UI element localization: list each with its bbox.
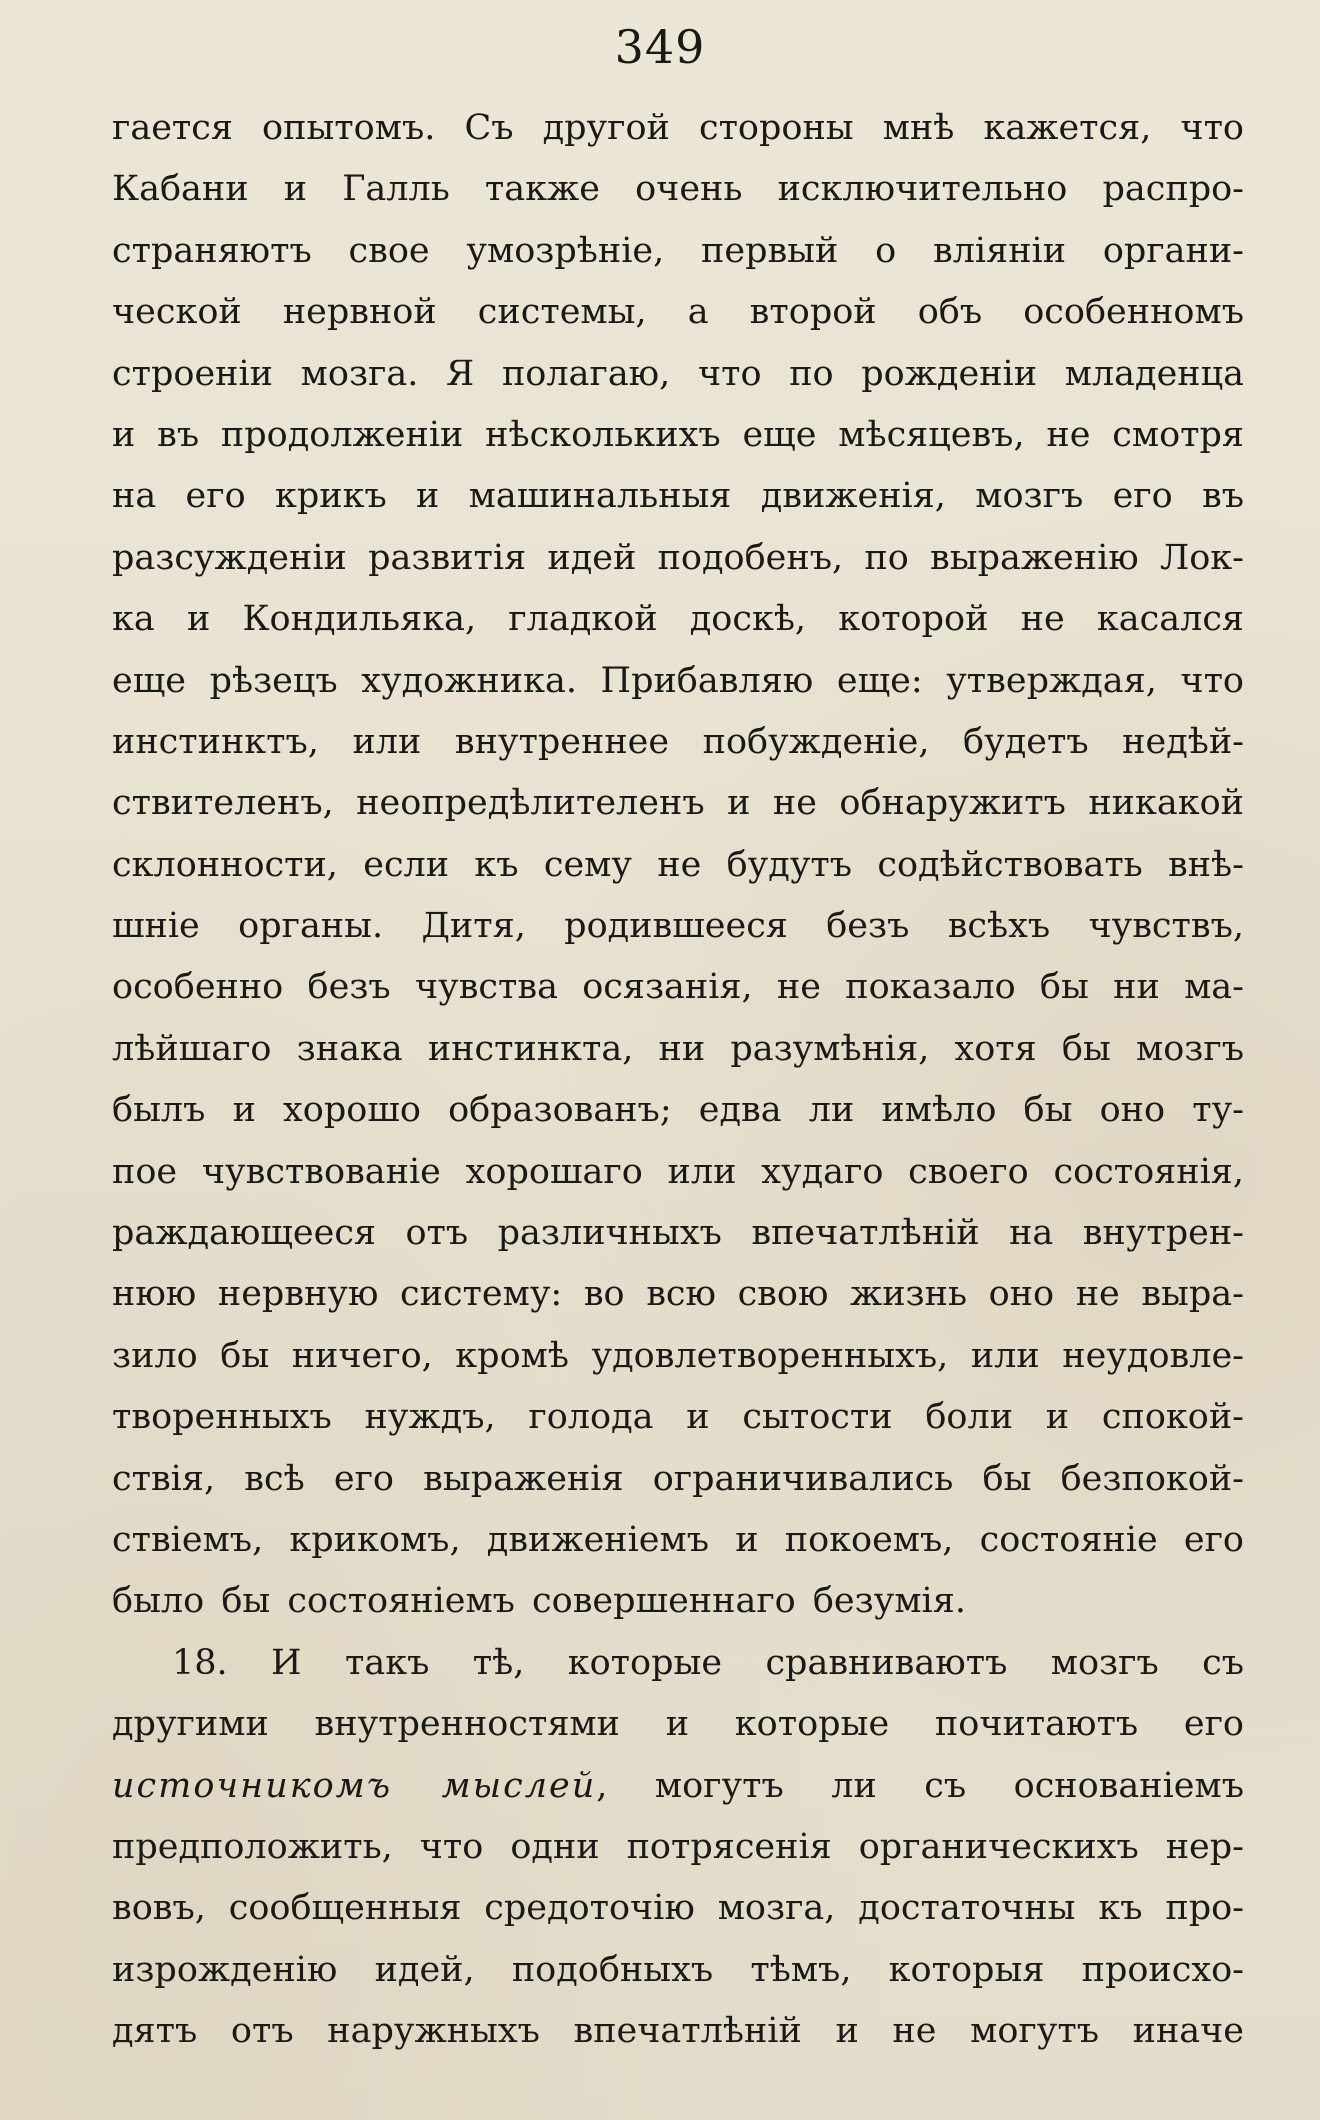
text-line [112, 1756, 1244, 1817]
text-line: ка и Кондильяка, гладкой доскѣ, которой не касался [112, 599, 1244, 640]
text-line: ческой нервной системы, а второй объ особенномъ [112, 292, 1244, 333]
text-line: раждающееся отъ различныхъ впечатлѣній на внутрен- [112, 1213, 1244, 1254]
text-line: лѣйшаго знака инстинкта, ни разумѣнія, хотя бы мозгъ [112, 1028, 1244, 1069]
text-line: творенныхъ нуждъ, голода и сытости боли и спокой- [112, 1397, 1244, 1438]
italic-phrase: источникомъ мыслей [112, 1765, 597, 1806]
text-line: на его крикъ и машинальныя движенія, мозгъ его въ [112, 476, 1244, 517]
text-line: дятъ отъ наружныхъ впечатлѣній и не могутъ иначе [112, 2011, 1244, 2052]
text-line: былъ и хорошо образованъ; едва ли имѣло бы оно ту- [112, 1090, 1244, 1131]
text-line: вовъ, сообщенныя средоточію мозга, достаточны къ про- [112, 1888, 1244, 1929]
text-line: ствія, всѣ его выраженія ограничивались бы безпокой- [112, 1458, 1244, 1499]
text-line: особенно безъ чувства осязанія, не показало бы ни ма- [112, 967, 1244, 1008]
text-line: Кабани и Галль также очень исключительно распро- [112, 169, 1244, 210]
text-line: зило бы ничего, кромѣ удовлетворенныхъ, или неудовле- [112, 1335, 1244, 1376]
text-line: предположить, что одни потрясенія органическихъ нер- [112, 1826, 1244, 1867]
text-segment: , могутъ ли съ основаніемъ [596, 1765, 1244, 1806]
text-line: гается опытомъ. Съ другой стороны мнѣ кажется, что [112, 108, 1244, 148]
text-line: шніе органы. Дитя, родившееся безъ всѣхъ чувствъ, [112, 906, 1244, 947]
text-line: склонности, если къ сему не будутъ содѣйствовать внѣ- [112, 844, 1244, 885]
text-line: другими внутренностями и которые почитаютъ его [112, 1704, 1244, 1745]
text-line: ствителенъ, неопредѣлителенъ и не обнаружитъ никакой [112, 783, 1244, 824]
text-line: изрожденію идей, подобныхъ тѣмъ, которыя происхо- [112, 1949, 1244, 1990]
text-line: ствіемъ, крикомъ, движеніемъ и покоемъ, состояніе его [112, 1519, 1244, 1560]
text-line: нюю нервную систему: во всю свою жизнь оно не выра- [112, 1274, 1244, 1315]
text-line: еще рѣзецъ художника. Прибавляю еще: утверждая, что [112, 660, 1244, 701]
text-line: страняютъ свое умозрѣніе, первый о вліяніи органи- [112, 230, 1244, 271]
page-number: 349 [614, 20, 706, 74]
text-line: разсужденіи развитія идей подобенъ, по выраженію Лок- [112, 537, 1244, 578]
text-line: пое чувствованіе хорошаго или худаго своего состоянія, [112, 1151, 1244, 1192]
text-line: 18. И такъ тѣ, которые сравниваютъ мозгъ съ [172, 1642, 1244, 1683]
text-line: инстинктъ, или внутреннее побужденіе, будетъ недѣй- [112, 721, 1244, 762]
text-line: строеніи мозга. Я полагаю, что по рожденіи младенца [112, 353, 1244, 394]
body-text [112, 98, 1244, 2063]
text-line: и въ продолженіи нѣсколькихъ еще мѣсяцевъ, не смотря [112, 414, 1244, 455]
text-line: было бы состояніемъ совершеннаго безумія. [112, 1581, 966, 1622]
